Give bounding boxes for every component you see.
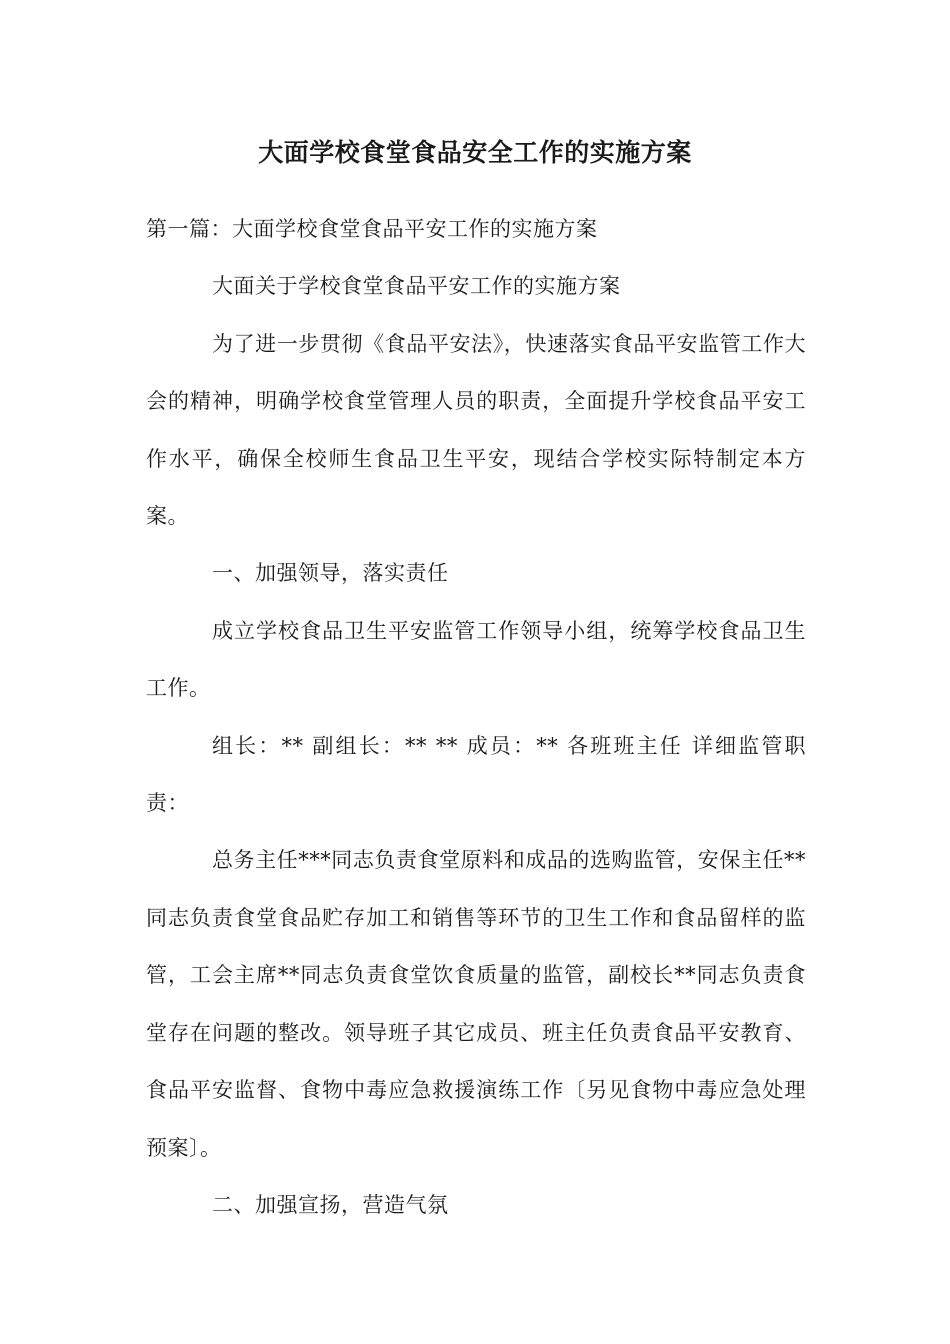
document-title: 大面学校食堂食品安全工作的实施方案: [258, 138, 692, 167]
paragraph-members: 组长：** 副组长：** ** 成员：** 各班班主任 详细监管职责：: [146, 733, 806, 816]
paragraph-subtitle: 大面关于学校食堂食品平安工作的实施方案: [212, 274, 621, 299]
paragraph-intro: 为了进一步贯彻《食品平安法》，快速落实食品平安监管工作大会的精神，明确学校食堂管理人员的职责，全面提升学校食品平安工作水平，确保全校师生食品卫生平安，现结合学校实际特制定本方案。: [146, 331, 806, 529]
paragraph-chapter-heading: 第一篇：大面学校食堂食品平安工作的实施方案: [146, 217, 598, 241]
section-heading-2: 二、加强宣扬，营造气氛: [212, 1192, 449, 1217]
document-body: [146, 201, 806, 1234]
paragraph-leadership-group: 成立学校食品卫生平安监管工作领导小组，统筹学校食品卫生工作。: [146, 618, 806, 701]
paragraph-duties: 总务主任***同志负责食堂原料和成品的选购监管，安保主任**同志负责食堂食品贮存加工和销售等环节的卫生工作和食品留样的监管，工会主席**同志负责食堂饮食质量的监管，副校长**同志负责食堂存在问题的整改。领导班子其它成员、班主任负责食品平安教育、食品平安监督、食物中毒应急救援演练工作〔另见食物中毒应急处理预案〕。: [146, 848, 806, 1160]
section-heading-1: 一、加强领导，落实责任: [212, 561, 449, 586]
